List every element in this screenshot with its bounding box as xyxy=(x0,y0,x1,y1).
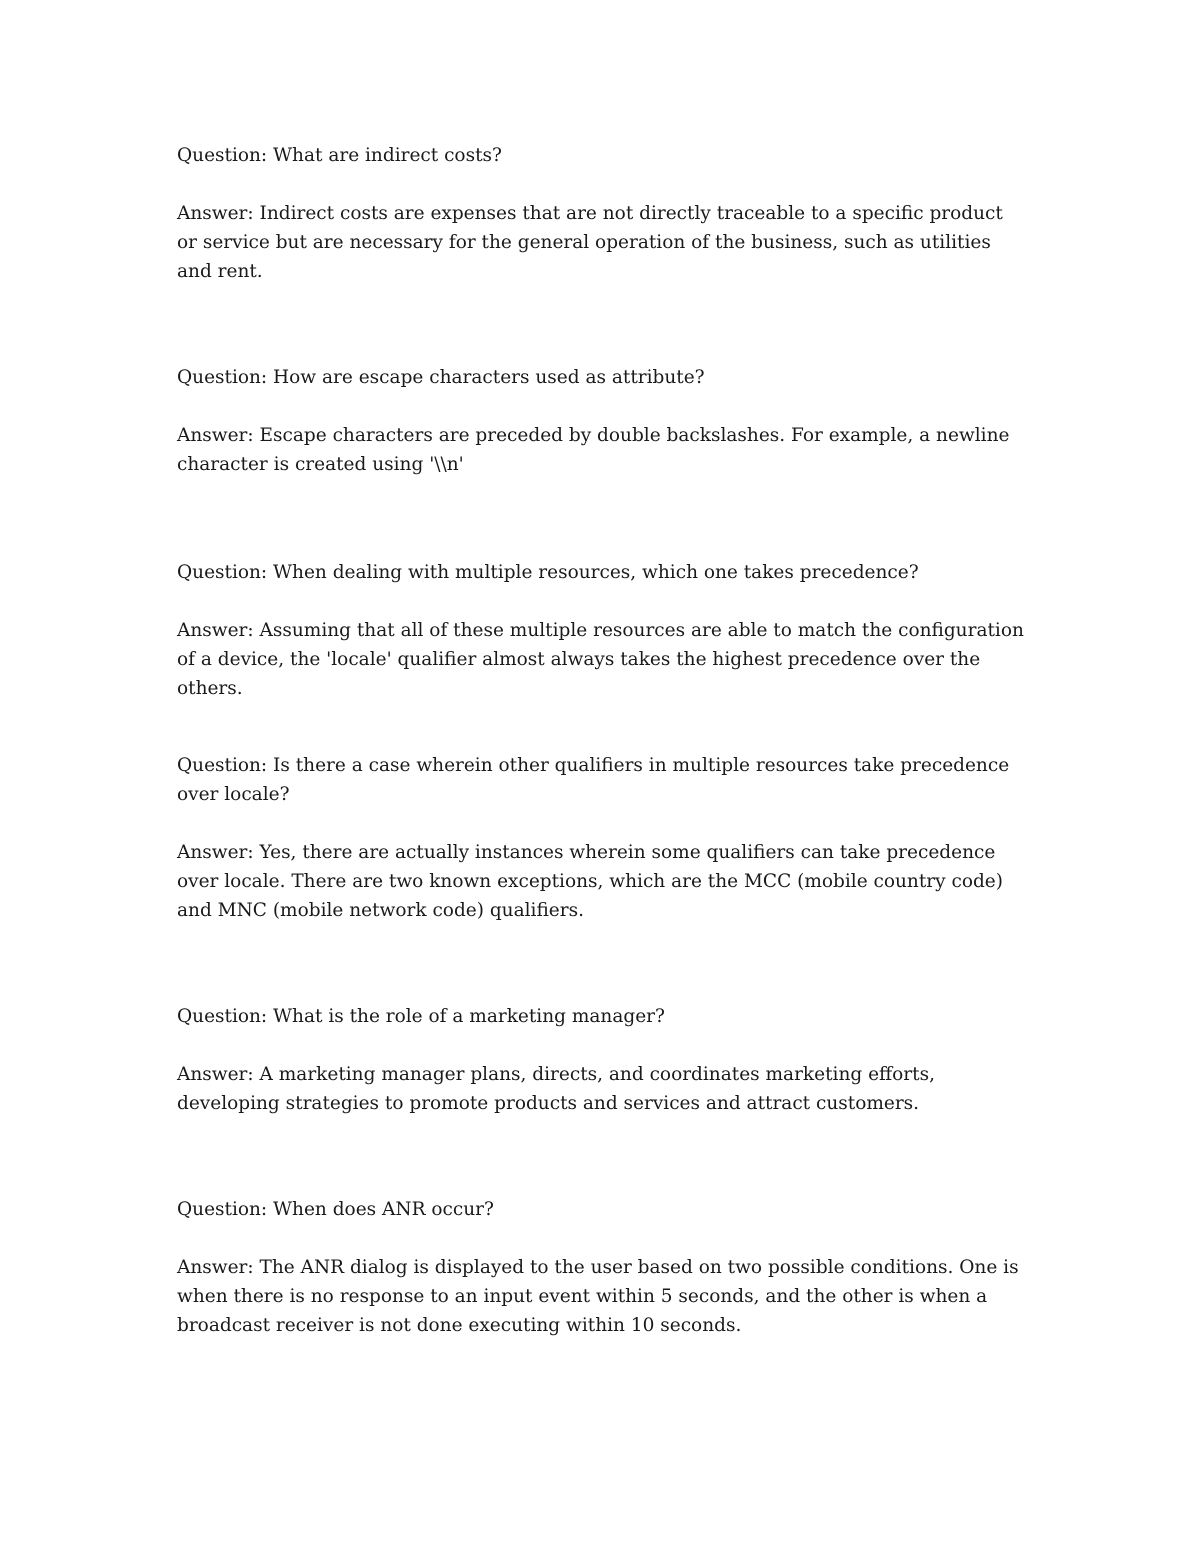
question-text: Question: When does ANR occur? xyxy=(177,1199,494,1220)
question-text: Question: How are escape characters used as attribute? xyxy=(177,367,705,388)
question-text: Question: What are indirect costs? xyxy=(177,145,502,166)
qa-item xyxy=(177,1002,1027,1118)
qa-item xyxy=(177,558,1027,703)
qa-item xyxy=(177,141,1027,286)
answer-text: Answer: The ANR dialog is displayed to the user based on two possible conditions. One is when there is no response to an input event within 5 seconds, and the other is when a broadcast receiver is not done executing within 10 seconds. xyxy=(177,1257,1019,1336)
question-text: Question: What is the role of a marketing manager? xyxy=(177,1006,665,1027)
qa-item xyxy=(177,751,1027,925)
answer-text: Answer: Yes, there are actually instances wherein some qualifiers can take precedence over locale. There are two known exceptions, which are the MCC (mobile country code) and MNC (mobile network code) qualifiers. xyxy=(177,842,1003,921)
question-text: Question: When dealing with multiple resources, which one takes precedence? xyxy=(177,562,919,583)
answer-text: Answer: Escape characters are preceded by double backslashes. For example, a newline character is created using '\\n' xyxy=(177,425,1010,475)
qa-item xyxy=(177,363,1027,479)
question-text: Question: Is there a case wherein other qualifiers in multiple resources take precedence over locale? xyxy=(177,755,1010,805)
answer-text: Answer: A marketing manager plans, directs, and coordinates marketing efforts, developing strategies to promote products and services and attract customers. xyxy=(177,1064,935,1114)
qa-item xyxy=(177,1195,1027,1340)
answer-text: Answer: Indirect costs are expenses that are not directly traceable to a specific product or service but are necessary for the general operation of the business, such as utilities and rent. xyxy=(177,203,1003,282)
answer-text: Answer: Assuming that all of these multiple resources are able to match the configuration of a device, the 'locale' qualifier almost always takes the highest precedence over the others. xyxy=(177,620,1024,699)
